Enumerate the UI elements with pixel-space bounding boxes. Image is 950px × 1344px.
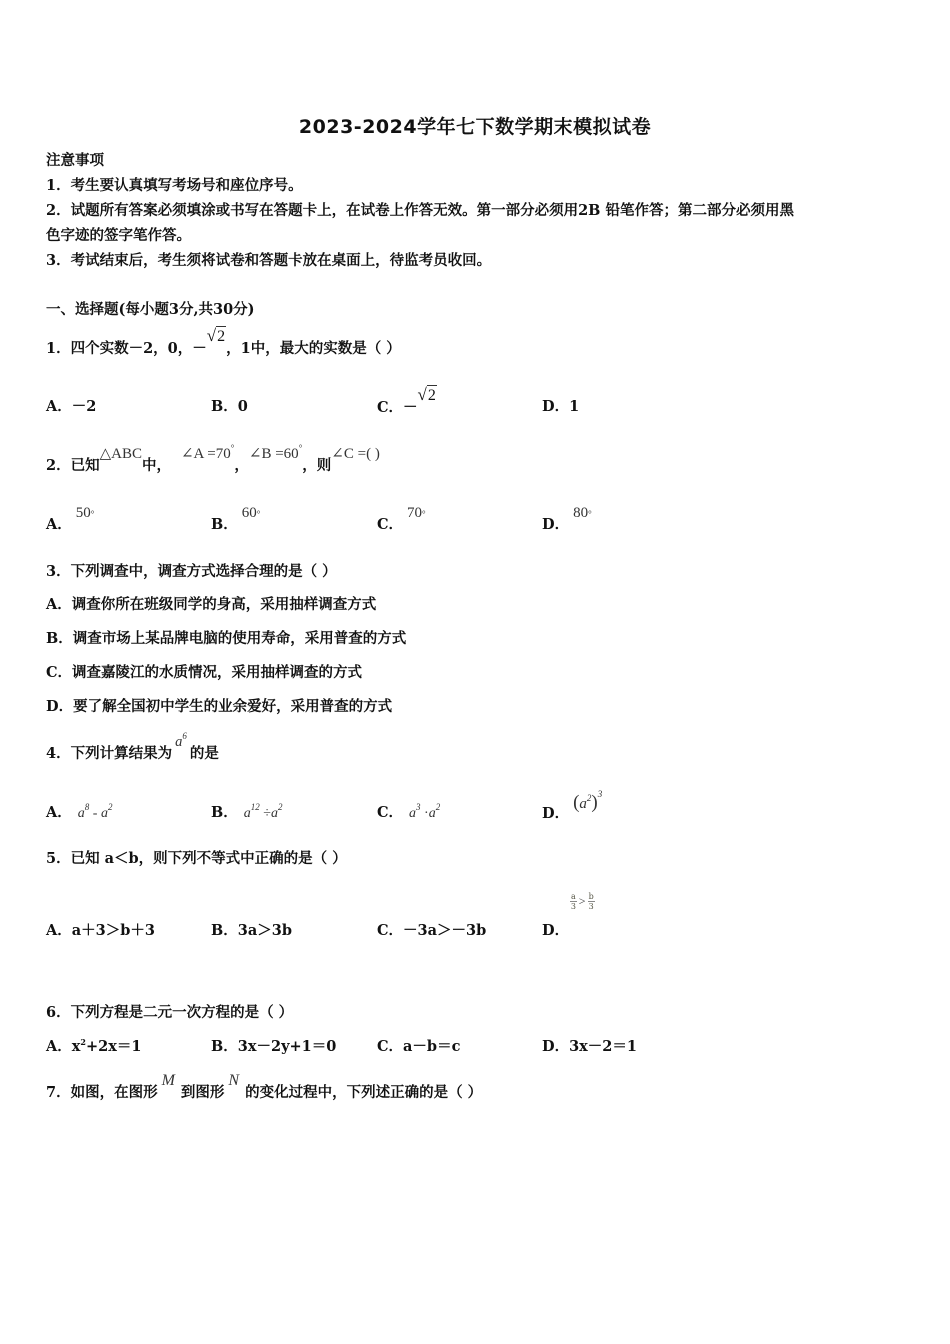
q1-option-d[interactable]: D．1 (542, 398, 580, 415)
question-1 (46, 326, 401, 359)
angle-c: ∠C =( ) (331, 446, 380, 462)
question-7: 7．如图，在图形M到图形N的变化过程中，下列述正确的是（ ） (46, 1072, 483, 1101)
sqrt-symbol: √2 (206, 326, 226, 345)
notice-item-2-cont: 色字迹的签字笔作答。 (46, 227, 191, 244)
notice-item-2: 2．试题所有答案必须填涂或书写在答题卡上，在试卷上作答无效。第一部分必须用2B 铅笔作答；第二部分必须用黑 (46, 202, 794, 219)
figure-n: N (228, 1072, 240, 1089)
q5-option-a[interactable]: A．a＋3＞b＋3 (46, 922, 155, 939)
q5-option-b[interactable]: B．3a＞3b (211, 922, 292, 939)
q1-option-b[interactable]: B．0 (211, 398, 248, 415)
angle-b: ∠B =60° (248, 443, 303, 462)
q3-option-c[interactable]: C．调查嘉陵江的水质情况，采用抽样调查的方式 (46, 664, 363, 681)
q6-option-c[interactable]: C．a－b＝c (377, 1038, 461, 1055)
q2-option-c[interactable]: C．70° (377, 505, 426, 533)
q1-suffix: ，1中，最大的实数是（ ） (226, 340, 401, 357)
q1-option-c[interactable]: C．－√2 (377, 385, 436, 416)
fraction-inequality: $\frac{a}{3}$ > $\frac{b}{3}$ (570, 891, 594, 911)
q6-option-a[interactable]: A．$x^2+2x=1$ (46, 1037, 142, 1055)
triangle-abc: △ABC (99, 446, 142, 462)
question-5: 5．已知 a＜b，则下列不等式中正确的是（ ） (46, 850, 347, 867)
q2-option-a[interactable]: A．50° (46, 505, 95, 533)
q6-option-d[interactable]: D．3x－2＝1 (542, 1038, 637, 1055)
section-heading: 一、选择题(每小题3分,共30分) (46, 301, 255, 318)
notice-item-3: 3．考试结束后，考生须将试卷和答题卡放在桌面上，待监考员收回。 (46, 252, 492, 269)
page-title: 2023-2024学年七下数学期末模拟试卷 (298, 116, 652, 138)
notice-heading: 注意事项 (46, 152, 104, 169)
question-6: 6．下列方程是二元一次方程的是（ ） (46, 1004, 294, 1021)
a-power-6: $a^6$ (175, 731, 187, 750)
question-2: 2．已知△ABC中，∠A =70°，∠B =60°，则∠C =( ) (46, 443, 380, 474)
q2-option-d[interactable]: D．80° (542, 505, 592, 533)
q4-option-d[interactable]: D．$(a^2)^3$ (542, 789, 603, 822)
q5-option-c[interactable]: C．－3a＞－3b (377, 922, 487, 939)
q5-option-d[interactable]: D． $\frac{a}{3}$ > $\frac{b}{3}$ (542, 891, 594, 939)
angle-a: ∠A =70° (180, 443, 235, 462)
question-4: 4．下列计算结果为$a^6$的是 (46, 731, 219, 762)
notice-item-1: 1．考生要认真填写考场号和座位序号。 (46, 177, 303, 194)
figure-m: M (161, 1072, 175, 1089)
question-3: 3．下列调查中，调查方式选择合理的是（ ） (46, 563, 337, 580)
sqrt-symbol: √2 (417, 385, 436, 404)
q4-option-a[interactable]: A． $a^8 - a^2$ (46, 802, 113, 821)
q1-prefix: 1．四个实数－2，0，－ (46, 340, 207, 357)
q4-option-b[interactable]: B． $a^{12} \div a^2$ (211, 802, 283, 821)
q3-option-b[interactable]: B．调查市场上某品牌电脑的使用寿命，采用普查的方式 (46, 630, 407, 647)
q3-option-a[interactable]: A．调查你所在班级同学的身高，采用抽样调查方式 (46, 596, 377, 613)
q1-option-a[interactable]: A．－2 (46, 398, 97, 415)
q4-option-c[interactable]: C． $a^3 \cdot a^2$ (377, 802, 441, 821)
q3-option-d[interactable]: D．要了解全国初中学生的业余爱好，采用普查的方式 (46, 698, 393, 715)
q6-option-b[interactable]: B．3x－2y+1＝0 (211, 1038, 337, 1055)
q2-option-b[interactable]: B．60° (211, 505, 261, 533)
